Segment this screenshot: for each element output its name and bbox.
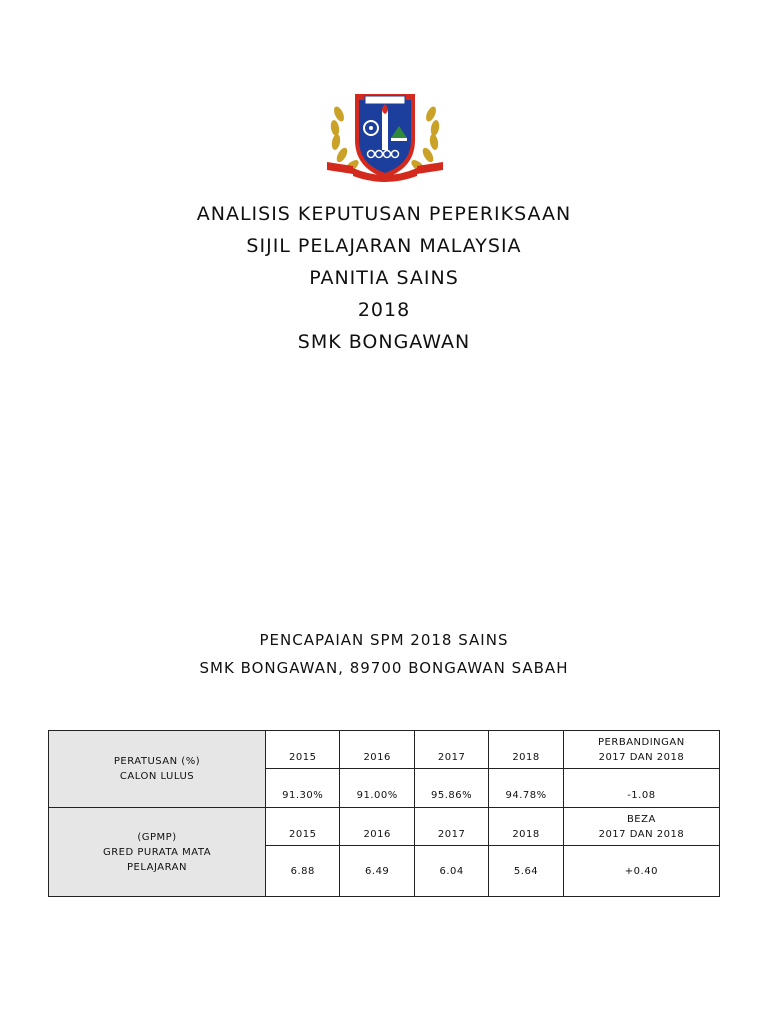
cell-text: CALON LULUS [119,771,195,782]
cell-text: PERBANDINGAN [598,737,685,748]
value-cell: 6.49 [340,846,414,897]
subtitle-line: SMK BONGAWAN, 89700 BONGAWAN SABAH [199,659,569,677]
table-row [49,808,720,846]
cell-text: 2017 DAN 2018 [598,829,685,840]
title-line: PANITIA SAINS [309,267,459,289]
comparison-value-cell: +0.40 [563,846,719,897]
title-line: SIJIL PELAJARAN MALAYSIA [246,235,522,257]
percentage-label-cell [49,731,266,808]
value-cell: 95.86% [414,769,488,808]
document-title [0,198,768,358]
value-cell: 6.88 [266,846,340,897]
document-subtitle [0,626,768,682]
year-header-cell: 2015 [266,731,340,769]
year-header-cell: 2016 [340,808,414,846]
cell-text: PERATUSAN (%) [113,756,201,767]
cell-text: 2017 DAN 2018 [598,752,685,763]
value-cell: 91.00% [340,769,414,808]
year-header-cell: 2018 [489,808,563,846]
title-line: ANALISIS KEPUTUSAN PEPERIKSAAN [196,203,572,225]
comparison-header-cell [563,731,719,769]
title-line: SMK BONGAWAN [297,331,471,353]
year-header-cell: 2016 [340,731,414,769]
year-header-cell: 2017 [414,731,488,769]
year-header-cell: 2015 [266,808,340,846]
value-cell: 6.04 [414,846,488,897]
value-cell: 5.64 [489,846,563,897]
comparison-header-cell [563,808,719,846]
title-line: 2018 [357,299,411,321]
cell-text: PELAJARAN [127,861,187,873]
results-table [48,730,720,897]
year-header-cell: 2017 [414,808,488,846]
cell-text: (GPMP) [137,831,177,843]
value-cell: 94.78% [489,769,563,808]
value-cell: 91.30% [266,769,340,808]
cell-text: BEZA [626,814,656,825]
gpmp-label-cell [49,808,266,897]
school-crest-icon [325,82,445,186]
year-header-cell: 2018 [489,731,563,769]
subtitle-line: PENCAPAIAN SPM 2018 SAINS [259,631,509,649]
cell-text: GRED PURATA MATA [102,846,212,858]
table-row [49,731,720,769]
comparison-value-cell: -1.08 [563,769,719,808]
